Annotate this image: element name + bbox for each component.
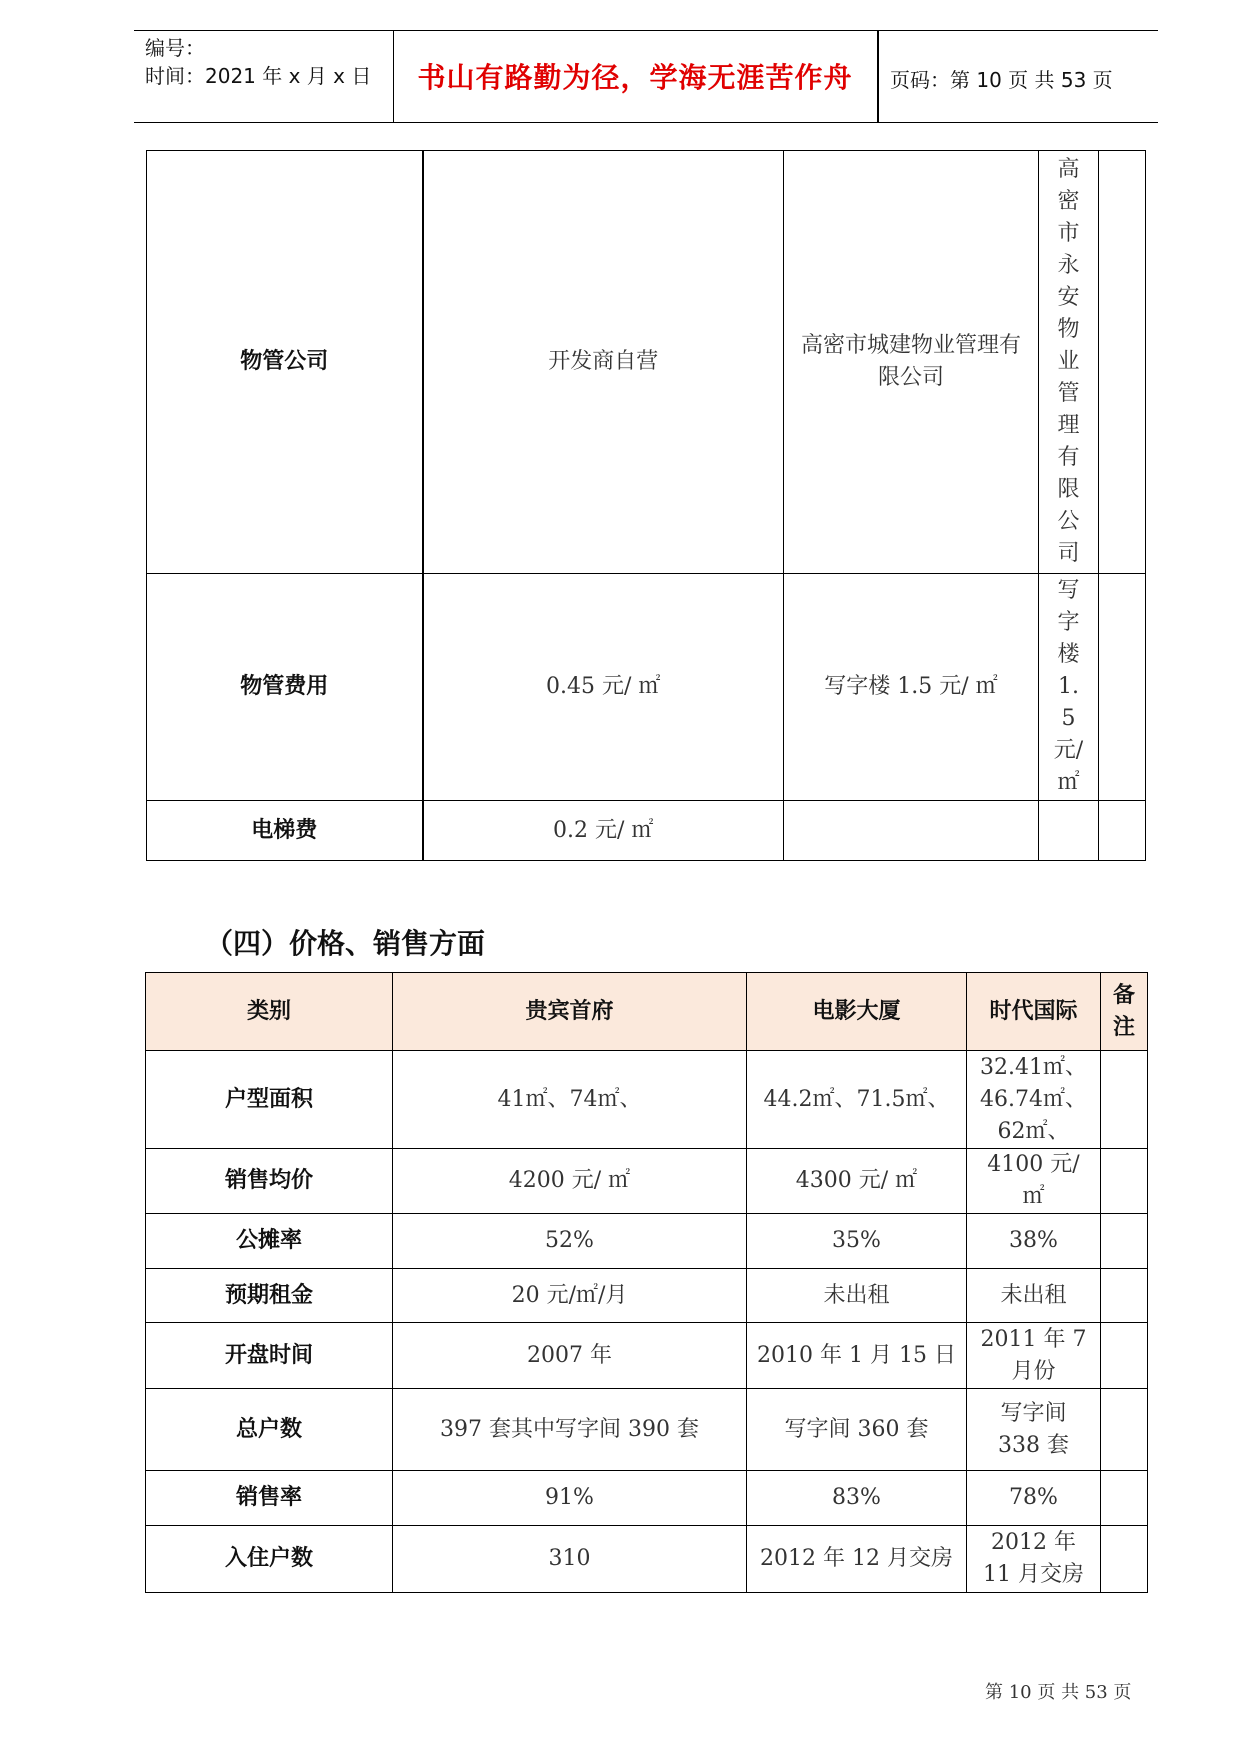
vertical-char: 司 <box>1057 541 1080 566</box>
table-cell <box>1101 1214 1148 1269</box>
table-cell <box>1101 1269 1148 1323</box>
vertical-char: 1. <box>1058 674 1079 699</box>
table-header-row <box>146 973 1148 1051</box>
table-row <box>147 151 1146 574</box>
table-cell: 写字楼 1.5 元/ ㎡ <box>784 574 1039 801</box>
vertical-char: 5 <box>1061 706 1076 731</box>
table-cell: 83% <box>747 1471 967 1526</box>
table-row <box>147 801 1146 861</box>
table-cell <box>1101 1471 1148 1526</box>
table-cell: 4300 元/ ㎡ <box>747 1149 967 1214</box>
table-cell: 44.2㎡、71.5㎡、 <box>747 1051 967 1149</box>
header-bottom-rule <box>134 122 1158 123</box>
row-label: 开盘时间 <box>146 1323 393 1389</box>
vertical-char: 元/ <box>1053 738 1084 763</box>
header-meta <box>145 34 371 90</box>
vertical-char: 安 <box>1057 285 1080 310</box>
row-label: 电梯费 <box>147 801 423 861</box>
vertical-char: 楼 <box>1057 642 1080 667</box>
vertical-char: 永 <box>1057 253 1080 278</box>
table-cell: 78% <box>967 1471 1101 1526</box>
vertical-char: 管 <box>1057 381 1080 406</box>
table-row <box>146 1149 1148 1214</box>
table-cell: 高密市城建物业管理有限公司 <box>784 151 1039 574</box>
row-label: 公摊率 <box>146 1214 393 1269</box>
vertical-char: 业 <box>1057 349 1080 374</box>
header-page-info: 页码：第 10 页 共 53 页 <box>890 68 1113 92</box>
table-cell <box>1101 1389 1148 1471</box>
vertical-char: 限 <box>1057 477 1080 502</box>
table-row <box>147 574 1146 801</box>
table-row <box>146 1323 1148 1389</box>
row-label: 物管费用 <box>147 574 423 801</box>
row-label: 入住户数 <box>146 1526 393 1593</box>
time-label: 时间：2021 年 x 月 x 日 <box>145 64 372 88</box>
table-cell: 4100 元/ ㎡ <box>967 1149 1101 1214</box>
price-sales-table <box>145 972 1148 1593</box>
table-cell: 2010 年 1 月 15 日 <box>747 1323 967 1389</box>
table-cell <box>784 801 1039 861</box>
table-cell <box>1101 1149 1148 1214</box>
table-cell: 2012 年 12 月交房 <box>747 1526 967 1593</box>
table-row <box>146 1269 1148 1323</box>
table-cell: 2011 年 7 月份 <box>967 1323 1101 1389</box>
column-header: 类别 <box>146 973 393 1051</box>
vertical-char: 公 <box>1057 509 1080 534</box>
table-cell: 2007 年 <box>393 1323 747 1389</box>
column-header: 备注 <box>1101 973 1148 1051</box>
header-divider <box>877 30 879 123</box>
table-cell: 41㎡、74㎡、 <box>393 1051 747 1149</box>
column-header: 贵宾首府 <box>393 973 747 1051</box>
table-cell: 未出租 <box>747 1269 967 1323</box>
row-label: 户型面积 <box>146 1051 393 1149</box>
row-label: 销售均价 <box>146 1149 393 1214</box>
vertical-char: 物 <box>1057 317 1080 342</box>
table-cell: 91% <box>393 1471 747 1526</box>
vertical-char: 高 <box>1057 157 1080 182</box>
column-header: 时代国际 <box>967 973 1101 1051</box>
section-title: （四）价格、销售方面 <box>205 927 486 960</box>
table-row <box>146 1389 1148 1471</box>
vertical-text-cell <box>1039 151 1099 574</box>
table-row <box>146 1051 1148 1149</box>
table-cell: 310 <box>393 1526 747 1593</box>
vertical-char: 有 <box>1057 445 1080 470</box>
table-cell <box>1099 574 1146 801</box>
header-motto: 书山有路勤为径，学海无涯苦作舟 <box>417 61 853 94</box>
row-label: 物管公司 <box>147 151 423 574</box>
table-cell: 20 元/㎡/月 <box>393 1269 747 1323</box>
row-label: 预期租金 <box>146 1269 393 1323</box>
header-top-rule <box>134 30 1158 31</box>
table-cell: 未出租 <box>967 1269 1101 1323</box>
table-cell: 4200 元/ ㎡ <box>393 1149 747 1214</box>
row-label: 总户数 <box>146 1389 393 1471</box>
table-cell <box>1039 801 1099 861</box>
table-row <box>146 1526 1148 1593</box>
table-cell: 32.41㎡、46.74㎡、62㎡、 <box>967 1051 1101 1149</box>
vertical-char: 字 <box>1057 610 1080 635</box>
table-cell: 写字间 338 套 <box>967 1389 1101 1471</box>
vertical-char: ㎡ <box>1057 770 1080 795</box>
table-cell: 2012 年 11 月交房 <box>967 1526 1101 1593</box>
table-cell <box>1101 1526 1148 1593</box>
table-cell: 35% <box>747 1214 967 1269</box>
page-footer: 第 10 页 共 53 页 <box>985 1682 1132 1703</box>
table-cell: 52% <box>393 1214 747 1269</box>
property-management-table <box>146 150 1146 861</box>
vertical-char: 理 <box>1057 413 1080 438</box>
vertical-char: 市 <box>1057 221 1080 246</box>
vertical-char: 密 <box>1057 189 1080 214</box>
row-label: 销售率 <box>146 1471 393 1526</box>
column-header: 电影大厦 <box>747 973 967 1051</box>
table-cell: 0.45 元/ ㎡ <box>423 574 784 801</box>
table-cell <box>1101 1323 1148 1389</box>
table-cell: 0.2 元/ ㎡ <box>423 801 784 861</box>
table-cell <box>1101 1051 1148 1149</box>
vertical-char: 写 <box>1057 578 1080 603</box>
table-cell: 写字间 360 套 <box>747 1389 967 1471</box>
table-cell: 38% <box>967 1214 1101 1269</box>
vertical-text-cell <box>1039 574 1099 801</box>
table-row <box>146 1214 1148 1269</box>
table-cell: 397 套其中写字间 390 套 <box>393 1389 747 1471</box>
number-label: 编号： <box>145 36 205 60</box>
table-row <box>146 1471 1148 1526</box>
table-cell <box>1099 151 1146 574</box>
table-cell: 开发商自营 <box>423 151 784 574</box>
table-cell <box>1099 801 1146 861</box>
